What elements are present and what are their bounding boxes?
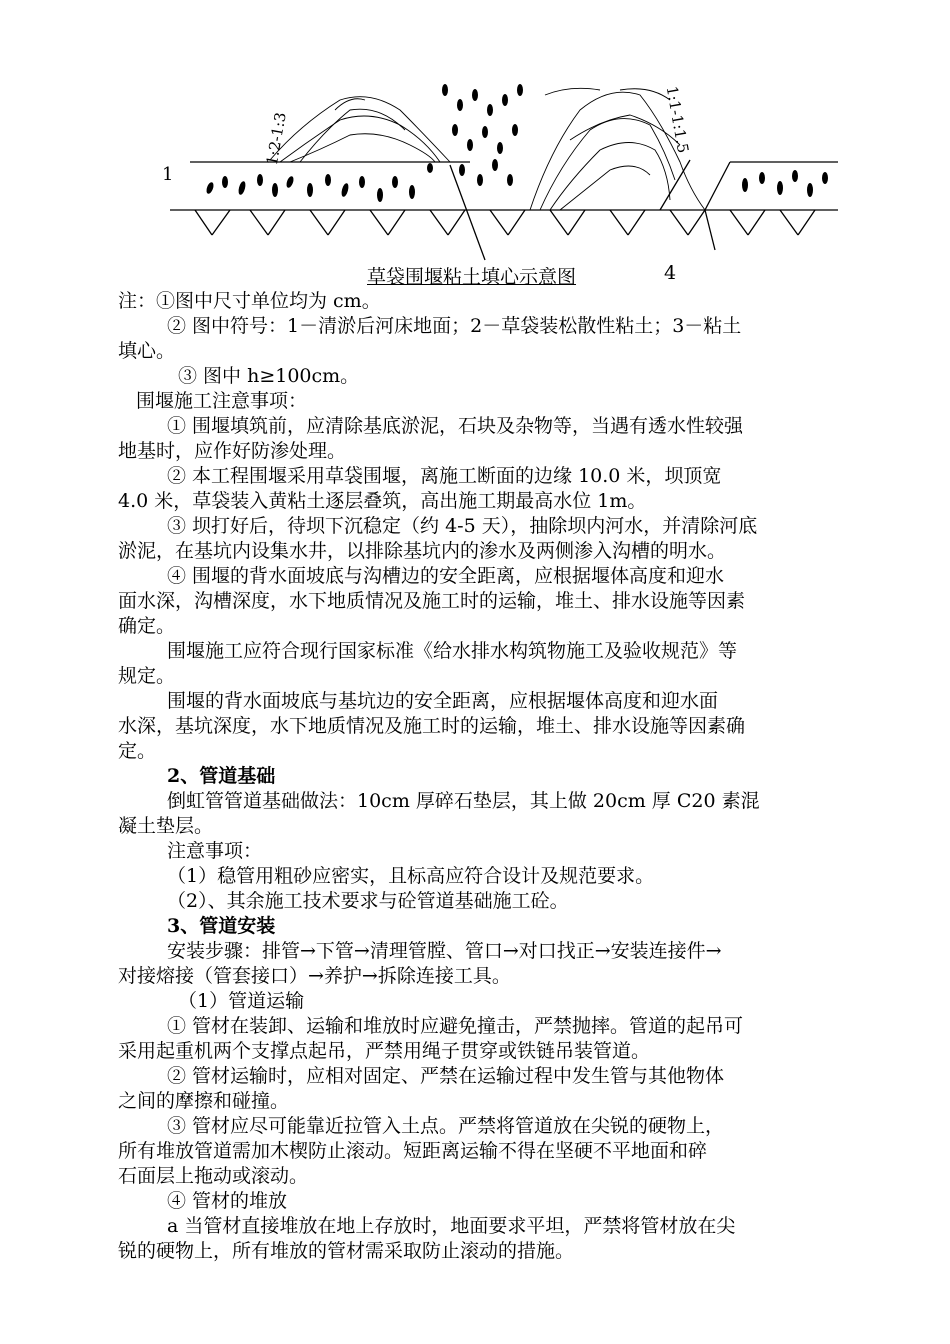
figure-number: 4 bbox=[664, 262, 677, 284]
grass-bag-mesh bbox=[270, 88, 705, 210]
text-line: 围堰施工应符合现行国家标准《给水排水构筑物施工及验收规范》等 bbox=[167, 640, 738, 662]
text-line: 水深，基坑深度，水下地质情况及施工时的运输，堆土、排水设施等因素确 bbox=[118, 715, 746, 737]
text-line: （2）、其余施工技术要求与砼管道基础施工砼。 bbox=[167, 890, 569, 912]
text-line: 4.0 米，草袋装入黄粘土逐层叠筑，高出施工期最高水位 1m。 bbox=[118, 490, 647, 512]
section-heading: 2、管道基础 bbox=[167, 765, 276, 787]
text-line: 围堰的背水面坡底与基坑边的安全距离，应根据堰体高度和迎水面 bbox=[167, 690, 719, 712]
slope-label-left: 1:2-1:3 bbox=[262, 110, 290, 167]
cofferdam-diagram bbox=[150, 70, 850, 270]
text-line: ② 管材运输时，应相对固定、严禁在运输过程中发生管与其他物体 bbox=[167, 1065, 725, 1087]
slope-label-right: 1:1-1:1.5 bbox=[662, 84, 693, 155]
text-line: （1）稳管用粗砂应密实，且标高应符合设计及规范要求。 bbox=[167, 865, 655, 887]
text-line: 锐的硬物上，所有堆放的管材需采取防止滚动的措施。 bbox=[118, 1240, 575, 1262]
text-line: 确定。 bbox=[118, 615, 176, 637]
text-line: 面水深，沟槽深度，水下地质情况及施工时的运输，堆土、排水设施等因素 bbox=[118, 590, 746, 612]
text-line: 之间的摩擦和碰撞。 bbox=[118, 1090, 290, 1112]
clay-fill bbox=[205, 84, 828, 202]
section-heading: 3、管道安装 bbox=[167, 915, 276, 937]
text-line: ③ 管材应尽可能靠近拉管入土点。严禁将管道放在尖锐的硬物上， bbox=[167, 1115, 725, 1137]
text-line: 所有堆放管道需加木楔防止滚动。短距离运输不得在坚硬不平地面和碎 bbox=[118, 1140, 708, 1162]
text-line: 倒虹管管道基础做法：10cm 厚碎石垫层，其上做 20cm 厚 C20 素混 bbox=[167, 790, 760, 812]
section-heading: 围堰施工注意事项： bbox=[136, 390, 308, 412]
text-line: ④ 管材的堆放 bbox=[167, 1190, 288, 1212]
text-line: ④ 围堰的背水面坡底与沟槽边的安全距离，应根据堰体高度和迎水 bbox=[167, 565, 725, 587]
ground-hatch bbox=[195, 210, 815, 250]
text-line: 石面层上拖动或滚动。 bbox=[118, 1165, 309, 1187]
text-line: 安装步骤：排管→下管→清理管膛、管口→对口找正→安装连接件→ bbox=[167, 940, 722, 962]
text-line: 对接熔接（管套接口）→养护→拆除连接工具。 bbox=[118, 965, 511, 987]
text-line: ③ 图中 h≥100cm。 bbox=[178, 365, 360, 387]
text-line: 地基时，应作好防渗处理。 bbox=[118, 440, 347, 462]
text-line: 填心。 bbox=[118, 340, 176, 362]
text-line: 规定。 bbox=[118, 665, 176, 687]
text-line: 凝土垫层。 bbox=[118, 815, 214, 837]
figure-caption: 草袋围堰粘土填心示意图 bbox=[367, 266, 577, 288]
text-line: ② 图中符号：1－清淤后河床地面；2－草袋装松散性粘土；3－粘土 bbox=[167, 315, 742, 337]
text-line: ① 管材在装卸、运输和堆放时应避免撞击，严禁抛摔。管道的起吊可 bbox=[167, 1015, 744, 1037]
text-line: 采用起重机两个支撑点起吊，严禁用绳子贯穿或铁链吊装管道。 bbox=[118, 1040, 651, 1062]
text-line: 注：①图中尺寸单位均为 cm。 bbox=[118, 290, 381, 312]
text-line: （1）管道运输 bbox=[178, 990, 305, 1012]
text-line: 定。 bbox=[118, 740, 157, 762]
text-line: a 当管材直接堆放在地上存放时，地面要求平坦，严禁将管材放在尖 bbox=[167, 1215, 736, 1237]
text-line: ② 本工程围堰采用草袋围堰，离施工断面的边缘 10.0 米，坝顶宽 bbox=[167, 465, 722, 487]
text-line: ① 围堰填筑前，应清除基底淤泥，石块及杂物等，当遇有透水性较强 bbox=[167, 415, 744, 437]
text-line: 注意事项： bbox=[167, 840, 263, 862]
label-1: 1 bbox=[162, 164, 174, 185]
text-line: ③ 坝打好后，待坝下沉稳定（约 4-5 天），抽除坝内河水，并清除河底 bbox=[167, 515, 758, 537]
text-line: 淤泥，在基坑内设集水井，以排除基坑内的渗水及两侧渗入沟槽的明水。 bbox=[118, 540, 727, 562]
